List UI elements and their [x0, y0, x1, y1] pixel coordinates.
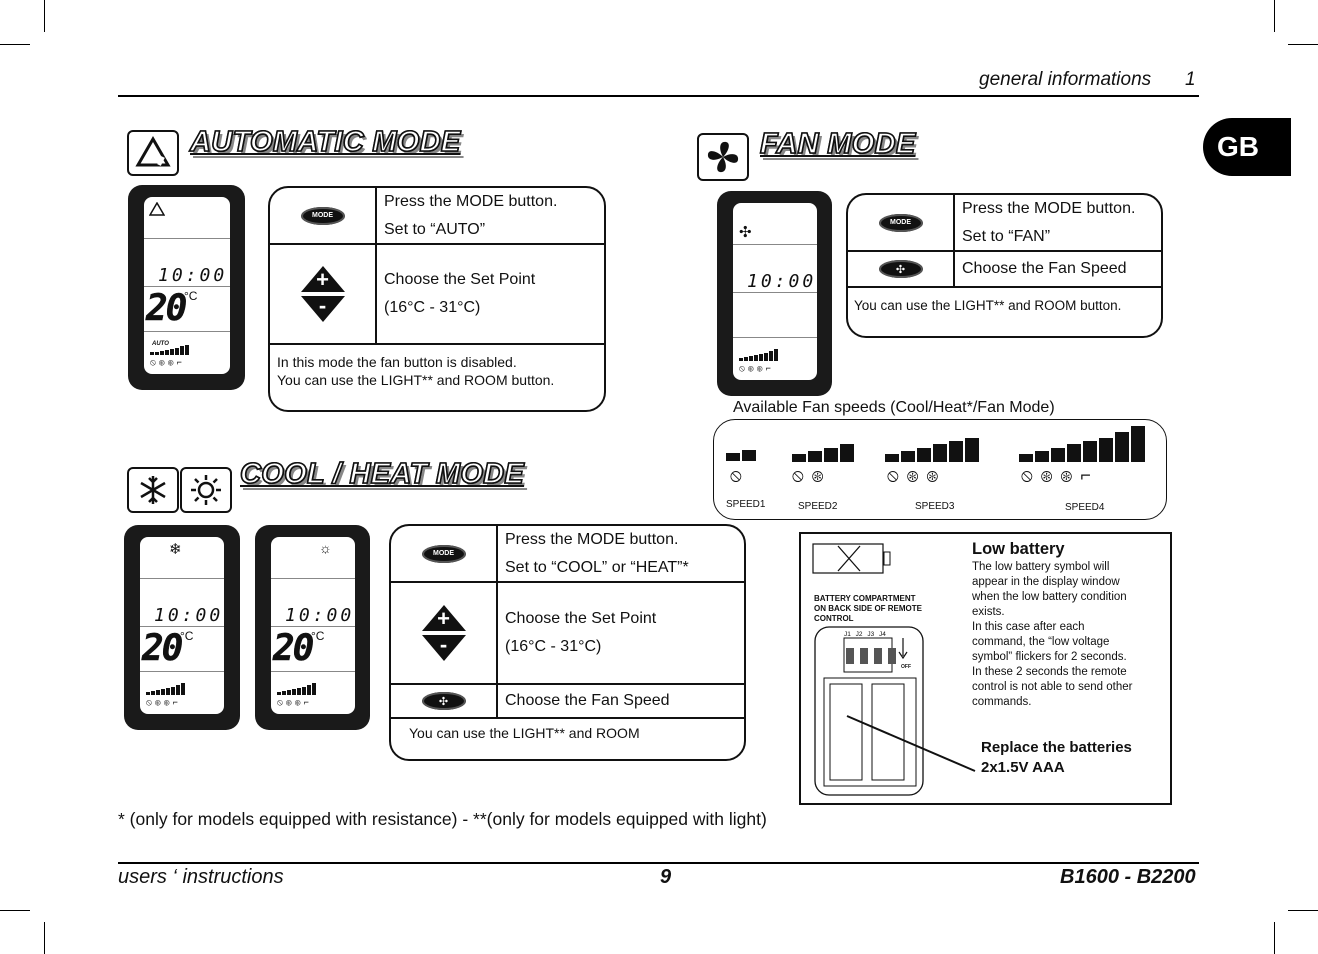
step-line: Choose the Fan Speed	[505, 692, 670, 709]
speed-label: SPEED2	[798, 501, 838, 512]
display-time: 10:00	[285, 605, 355, 626]
plus-button[interactable]: +	[301, 266, 345, 292]
fan-speed-bars	[150, 345, 189, 355]
step-line: (16°C - 31°C)	[505, 638, 602, 655]
step-line: Choose the Set Point	[384, 271, 536, 288]
fan-icons-row: ⦸⊛⊛⌐	[1021, 465, 1099, 485]
cool-heat-instructions-box	[389, 524, 746, 761]
step-line: Set to “FAN”	[962, 227, 1051, 245]
fan-mode-title: FAN MODE	[760, 128, 916, 160]
cool-remote-display	[124, 525, 240, 730]
step-line: Press the MODE button.	[962, 199, 1136, 217]
language-tab: GB	[1203, 118, 1291, 176]
mode-button[interactable]: MODE	[301, 207, 345, 225]
fan-icon	[697, 133, 749, 181]
step-line: Set to “AUTO”	[384, 220, 486, 238]
fan-icons-row: ⦸⊛⊛	[887, 465, 947, 485]
note-line: You can use the LIGHT** and ROOM button.	[277, 372, 555, 388]
replace-batteries-line: Replace the batteries	[981, 739, 1132, 756]
footer-left: users ‘ instructions	[118, 866, 284, 888]
model-number: B1600 - B2200	[1060, 866, 1196, 888]
section-title: general informations	[979, 69, 1152, 90]
auto-instructions-box	[268, 186, 606, 412]
mode-button[interactable]: MODE	[879, 214, 923, 232]
minus-button[interactable]: -	[422, 635, 466, 661]
snowflake-icon: ❄	[169, 541, 182, 558]
display-temperature: 20	[142, 628, 182, 669]
fan-instructions-box	[846, 193, 1163, 338]
page-number: 9	[660, 866, 672, 888]
compartment-label: CONTROL	[814, 614, 854, 623]
step-line: Press the MODE button.	[505, 530, 679, 548]
low-battery-text: The low battery symbol will appear in the display window when the low battery condition exists. In this case after each command, the “low voltage symbol” flickers for 2 seconds. In these 2 seconds the remote control is not able to send other commands.	[972, 561, 1133, 708]
sun-icon: ☼	[319, 540, 332, 556]
fan-speed-bars	[277, 683, 316, 695]
footnote: * (only for models equipped with resistance) - **(only for models equipped with light)	[118, 809, 767, 829]
speed-label: SPEED4	[1065, 502, 1105, 513]
speed-label: SPEED3	[915, 501, 955, 512]
fan-icons-row: ⦸⊛⊛⌐	[277, 697, 312, 707]
note-line: You can use the LIGHT** and ROOM	[409, 725, 640, 741]
footer-rule	[118, 862, 1199, 864]
crop-mark	[1288, 910, 1318, 911]
fan-icons-row: ⦸⊛⊛⌐	[739, 363, 774, 373]
auto-mode-triangle-icon	[149, 202, 165, 216]
fan-speed-button[interactable]: ✣	[879, 260, 923, 278]
fan-remote-display	[717, 191, 832, 396]
fan-speeds-panel	[713, 419, 1167, 520]
crop-mark	[0, 910, 30, 911]
step-line: Choose the Fan Speed	[962, 260, 1127, 277]
minus-button[interactable]: -	[301, 296, 345, 322]
battery-low-icon	[812, 543, 894, 575]
fan-icon: ✣	[739, 224, 752, 241]
fan-icons-row: ⦸	[730, 465, 750, 485]
off-label: OFF	[901, 664, 911, 670]
note-line: In this mode the fan button is disabled.	[277, 354, 517, 370]
display-temperature: 20	[273, 628, 313, 669]
header-rule	[118, 95, 1199, 97]
low-battery-title: Low battery	[972, 540, 1065, 558]
display-time: 10:00	[747, 271, 817, 292]
crop-mark	[1274, 0, 1275, 32]
crop-mark	[1274, 922, 1275, 954]
fan-speeds-caption: Available Fan speeds (Cool/Heat*/Fan Mode)	[733, 399, 1055, 416]
fan-icons-row: ⦸⊛	[792, 465, 832, 485]
jumper-labels: J1 J2 J3 J4	[844, 631, 886, 638]
pointer-line	[845, 714, 977, 774]
step-line: (16°C - 31°C)	[384, 299, 481, 316]
fan-icons-row: ⦸⊛⊛⌐	[150, 357, 185, 367]
step-line: Press the MODE button.	[384, 192, 558, 210]
fan-speed-bars	[146, 683, 185, 695]
low-battery-panel	[799, 532, 1172, 805]
fan-speed-bars	[739, 349, 778, 361]
crop-mark	[1288, 44, 1318, 45]
automatic-mode-title: AUTOMATIC MODE	[190, 126, 461, 158]
display-temperature: 20	[146, 288, 186, 329]
fan-icons-row: ⦸⊛⊛⌐	[146, 697, 181, 707]
sun-icon	[180, 467, 232, 513]
step-line: Set to “COOL” or “HEAT”*	[505, 558, 689, 576]
snowflake-icon	[127, 467, 179, 513]
display-time: 10:00	[154, 605, 224, 626]
crop-mark	[44, 922, 45, 954]
display-time: 10:00	[158, 265, 228, 286]
display-unit: °C	[184, 289, 198, 303]
compartment-label: BATTERY COMPARTMENT	[814, 594, 916, 603]
mode-button[interactable]: MODE	[422, 545, 466, 563]
crop-mark	[0, 44, 30, 45]
note-line: You can use the LIGHT** and ROOM button.	[854, 298, 1122, 313]
fan-speed-button[interactable]: ✣	[422, 692, 466, 710]
plus-button[interactable]: +	[422, 605, 466, 631]
display-unit: °C	[311, 629, 325, 643]
auto-remote-display	[128, 185, 245, 390]
speed-label: SPEED1	[726, 499, 766, 510]
compartment-label: ON BACK SIDE OF REMOTE	[814, 604, 923, 613]
display-unit: °C	[180, 629, 194, 643]
section-number: 1	[1185, 69, 1196, 90]
auto-tag: AUTO	[152, 341, 169, 347]
replace-batteries-line: 2x1.5V AAA	[981, 759, 1065, 776]
cool-heat-mode-title: COOL / HEAT MODE	[240, 458, 525, 490]
auto-mode-triangle-icon	[127, 130, 179, 176]
crop-mark	[44, 0, 45, 32]
heat-remote-display	[255, 525, 370, 730]
step-line: Choose the Set Point	[505, 610, 657, 627]
